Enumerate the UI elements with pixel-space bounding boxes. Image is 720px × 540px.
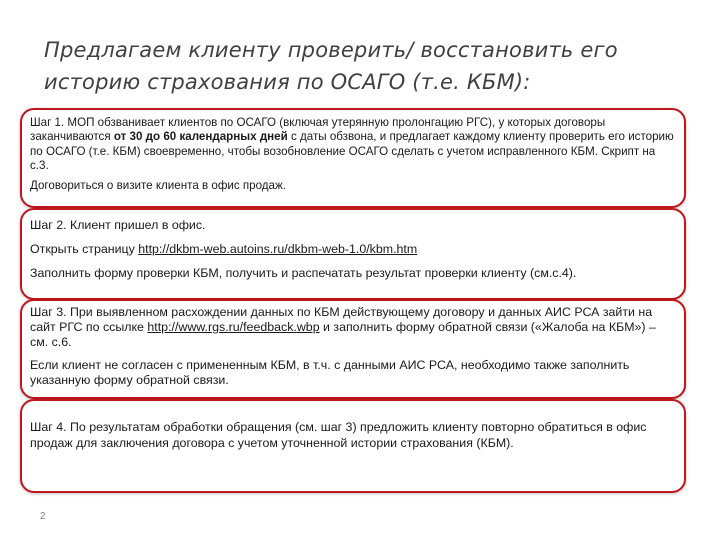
step-2-fill-form: Заполнить форму проверки КБМ, получить и распечатать результат проверки клиенту (см.с.4). bbox=[30, 266, 577, 280]
slide-title: Предлагаем клиенту проверить/ восстановить его историю страхования по ОСАГО (т.е. КБМ): bbox=[44, 38, 618, 94]
step-1-box bbox=[20, 108, 686, 208]
step-4-description: Шаг 4. По результатам обработки обращения (см. шаг 3) предложить клиенту повторно обратиться в офис продаж для заключения договора с учетом уточненной истории страхования (КБМ). bbox=[30, 420, 647, 450]
step-3-box bbox=[20, 299, 686, 399]
page-number: 2 bbox=[40, 511, 46, 522]
step-4-box bbox=[20, 399, 686, 493]
step-1-bold-period: от 30 до 60 календарных дней bbox=[113, 130, 288, 144]
step-3-description: Шаг 3. При выявленном расхождении данных по КБМ действующему договору и данных АИС РСА зайти на сайт РГС по ссылке http://www.rgs.ru/feedback.wbp и заполнить форму обратной связи («Жалоба на КБМ») – см. с.6. bbox=[30, 305, 656, 349]
feedback-link[interactable]: http://www.rgs.ru/feedback.wbp bbox=[147, 320, 320, 334]
step-3-disagreement-note: Если клиент не согласен с примененным КБМ, в т.ч. с данными АИС РСА, необходимо также заполнить указанную форму обратной связи. bbox=[30, 358, 630, 387]
step-2-open-page: Открыть страницу http://dkbm-web.autoins.ru/dkbm-web-1.0/kbm.htm bbox=[30, 242, 418, 256]
step-1-description: Шаг 1. МОП обзванивает клиентов по ОСАГО (включая утерянную пролонгацию РГС), у которых договоры заканчиваются от 30 до 60 календарных дней с даты обзвона, и предлагает каждому клиенту проверить его историю по ОСАГО (т.е. КБМ) своевременно, чтобы возобновление ОСАГО сделать с учетом исправленного КБМ. Скрипт на с.3. bbox=[30, 116, 674, 172]
kbm-check-link[interactable]: http://dkbm-web.autoins.ru/dkbm-web-1.0/kbm.htm bbox=[138, 242, 418, 256]
step-1-visit-note: Договориться о визите клиента в офис продаж. bbox=[30, 179, 286, 193]
step-2-box bbox=[20, 208, 686, 300]
step-2-heading: Шаг 2. Клиент пришел в офис. bbox=[30, 218, 206, 232]
